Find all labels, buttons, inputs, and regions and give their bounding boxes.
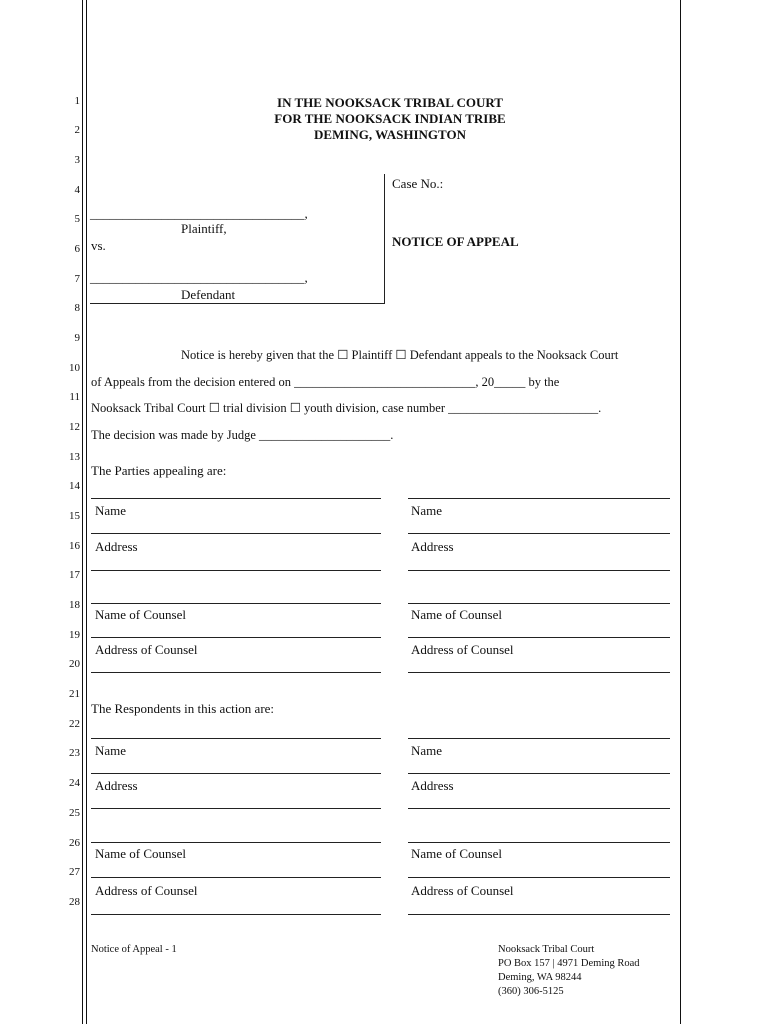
line-number: 7 (74, 273, 80, 285)
caption-vertical-rule (384, 174, 385, 303)
line-number: 17 (69, 569, 80, 581)
appealing-parties-heading: The Parties appealing are: (91, 463, 227, 478)
respondent-2-counsel-address-line[interactable] (408, 914, 670, 915)
line-number: 6 (74, 243, 80, 255)
plaintiff-name-field[interactable]: _________________________________, (90, 206, 308, 221)
appellant-1-address-line-1[interactable] (91, 570, 381, 571)
court-header (180, 95, 600, 143)
appellant-2-address-line-1[interactable] (408, 570, 670, 571)
line-number: 18 (69, 599, 80, 611)
footer-city: Deming, WA 98244 (498, 972, 582, 983)
line-number: 16 (69, 540, 80, 552)
address-label: Address (411, 778, 454, 793)
respondent-1-address-line-2[interactable] (91, 842, 381, 843)
respondent-1-name-line[interactable] (91, 773, 381, 774)
line-number: 12 (69, 421, 80, 433)
name-of-counsel-label: Name of Counsel (411, 846, 502, 861)
respondent-1-address-line-1[interactable] (91, 808, 381, 809)
notice-line-2: of Appeals from the decision entered on _____________________________, 20_____ by the (91, 375, 560, 389)
footer-po-box: PO Box 157 | 4971 Deming Road (498, 958, 640, 969)
appellant-1-address-line-2[interactable] (91, 603, 381, 604)
line-number: 13 (69, 451, 80, 463)
line-number: 15 (69, 510, 80, 522)
line-number: 23 (69, 747, 80, 759)
notice-line-1: Notice is hereby given that the ☐ Plaintiff ☐ Defendant appeals to the Nooksack Court (181, 348, 619, 362)
line-number: 3 (74, 154, 80, 166)
vs-label: vs. (91, 238, 106, 253)
respondent-2-address-line-2[interactable] (408, 842, 670, 843)
right-margin-rule (680, 0, 681, 1024)
respondent-2-address-line-1[interactable] (408, 808, 670, 809)
footer-document-label: Notice of Appeal - 1 (91, 944, 177, 955)
footer-court-address (498, 943, 640, 999)
respondent-2-counsel-line[interactable] (408, 877, 670, 878)
defendant-label: Defendant (181, 287, 236, 302)
notice-line-3: Nooksack Tribal Court ☐ trial division ☐ youth division, case number ________________________. (91, 401, 602, 415)
court-header-line1: IN THE NOOKSACK TRIBAL COURT (277, 95, 503, 110)
appellant-2-name-field[interactable] (408, 498, 670, 499)
respondents-heading: The Respondents in this action are: (91, 701, 275, 716)
line-number: 22 (69, 718, 80, 730)
line-number: 21 (69, 688, 80, 700)
line-number: 11 (69, 391, 80, 403)
appellant-2-counsel-address-line[interactable] (408, 672, 670, 673)
line-number: 1 (74, 95, 80, 107)
respondent-1-counsel-line[interactable] (91, 877, 381, 878)
name-label: Name (411, 503, 443, 518)
line-number: 19 (69, 629, 80, 641)
address-label: Address (95, 539, 138, 554)
name-label: Name (95, 503, 127, 518)
address-label: Address (95, 778, 138, 793)
line-number: 5 (74, 213, 80, 225)
appellant-1-name-line[interactable] (91, 533, 381, 534)
line-number: 9 (74, 332, 80, 344)
footer-phone: (360) 306-5125 (498, 986, 564, 997)
appellant-2-counsel-line[interactable] (408, 637, 670, 638)
address-of-counsel-label: Address of Counsel (411, 883, 514, 898)
line-number: 10 (69, 362, 80, 374)
line-number: 4 (74, 184, 80, 196)
appellant-1-counsel-line[interactable] (91, 637, 381, 638)
plaintiff-label: Plaintiff, (181, 221, 227, 236)
court-header-line3: DEMING, WASHINGTON (314, 127, 466, 142)
line-number: 8 (74, 302, 80, 314)
defendant-name-field[interactable]: _________________________________, (90, 270, 308, 285)
respondent-1-counsel-address-line[interactable] (91, 914, 381, 915)
caption-bottom-rule (90, 303, 385, 304)
case-number-label: Case No.: (392, 176, 444, 191)
respondent-2-name-field[interactable] (408, 738, 670, 739)
document-title: NOTICE OF APPEAL (392, 234, 519, 249)
appellant-2-address-line-2[interactable] (408, 603, 670, 604)
left-margin-rule (82, 0, 83, 1024)
address-label: Address (411, 539, 454, 554)
line-number: 24 (69, 777, 80, 789)
line-number: 2 (74, 124, 80, 136)
left-margin-rule-inner (86, 0, 87, 1024)
line-number: 26 (69, 837, 80, 849)
appellant-1-counsel-address-line[interactable] (91, 672, 381, 673)
line-number: 14 (69, 480, 80, 492)
appellant-2-name-line[interactable] (408, 533, 670, 534)
line-number: 27 (69, 866, 80, 878)
footer-court-name: Nooksack Tribal Court (498, 944, 595, 955)
respondent-2-name-line[interactable] (408, 773, 670, 774)
address-of-counsel-label: Address of Counsel (95, 642, 198, 657)
notice-line-4: The decision was made by Judge _____________________. (91, 428, 394, 442)
line-number: 20 (69, 658, 80, 670)
name-of-counsel-label: Name of Counsel (95, 846, 186, 861)
court-header-line2: FOR THE NOOKSACK INDIAN TRIBE (274, 111, 506, 126)
name-of-counsel-label: Name of Counsel (95, 607, 186, 622)
respondent-1-name-field[interactable] (91, 738, 381, 739)
address-of-counsel-label: Address of Counsel (411, 642, 514, 657)
name-of-counsel-label: Name of Counsel (411, 607, 502, 622)
name-label: Name (411, 743, 443, 758)
line-number: 25 (69, 807, 80, 819)
appellant-1-name-field[interactable] (91, 498, 381, 499)
name-label: Name (95, 743, 127, 758)
address-of-counsel-label: Address of Counsel (95, 883, 198, 898)
line-number: 28 (69, 896, 80, 908)
